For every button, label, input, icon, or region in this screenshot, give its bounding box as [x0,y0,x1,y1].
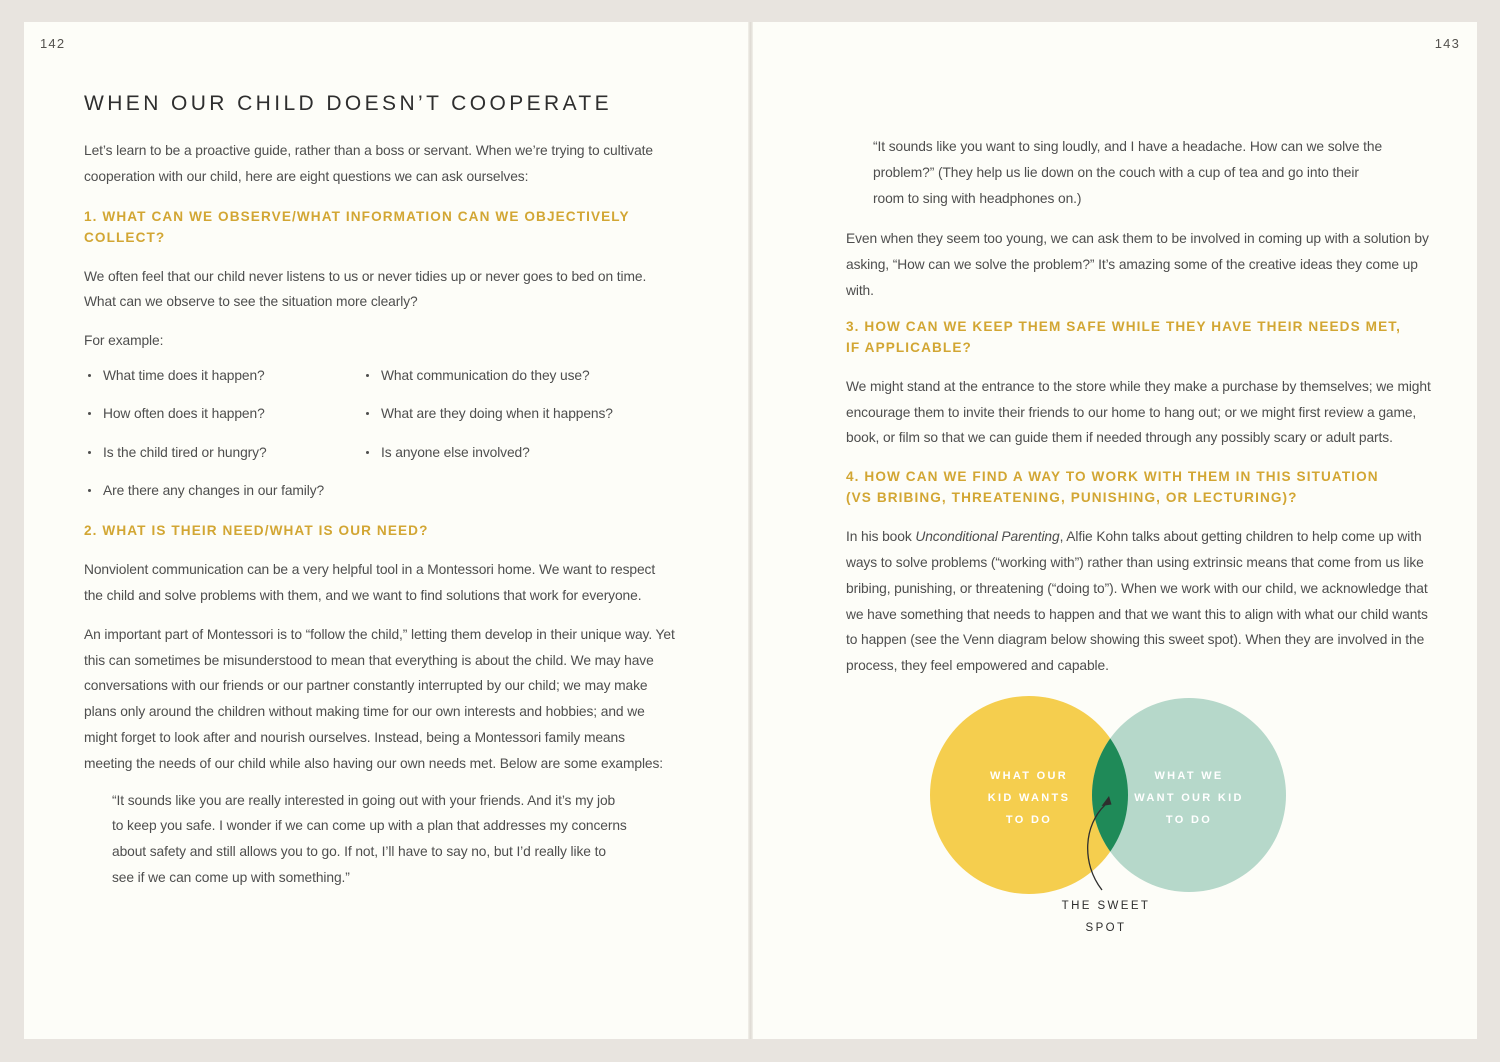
list-item [362,401,676,427]
venn-diagram [898,693,1318,945]
bullet-icon [88,412,91,415]
bullet-icon [366,412,369,415]
safe-paragraph: We might stand at the entrance to the store while they make a purchase by themselves; we might encourage them to invite their friends to our home to hang out; or we might first review a game, book, or film so that we can guide them if needed through any possibly scary or adult parts. [846,378,1431,446]
book-spread [24,22,1477,1039]
list-item [84,401,362,427]
need-paragraph-1: Nonviolent communication can be a very helpful tool in a Montessori home. We want to respect the child and solve problems with them, and we want to find solutions that work for everyone. [84,562,656,603]
venn-right-label-line: TO DO [1165,813,1213,826]
heading-line: 1. WHAT CAN WE OBSERVE/WHAT INFORMATION CAN WE OBJECTIVELY [84,208,630,224]
young-paragraph: Even when they seem too young, we can ask them to be involved in coming up with a solution by asking, “How can we solve the problem?” It’s amazing some of the creative ideas they come up with. [846,231,1429,298]
heading-line: 4. HOW CAN WE FIND A WAY TO WORK WITH THEM IN THIS SITUATION [846,469,1379,485]
heading-line: IF APPLICABLE? [846,339,972,355]
heading-need: 2. WHAT IS THEIR NEED/WHAT IS OUR NEED? [84,523,429,539]
right-page [753,22,1477,1039]
list-item [84,440,362,466]
heading-observe [84,206,676,248]
list-item [84,363,362,389]
list-item-text: What time does it happen? [103,367,265,383]
list-item-text: Are there any changes in our family? [103,482,325,498]
page-number-142: 142 [40,36,66,51]
left-page [24,22,748,1039]
list-item [362,363,676,389]
kohn-paragraph-end: , Alfie Kohn talks about getting children to help come up with ways to solve problems (“working with”) rather than using extrinsic means that come from us like bribing, punishing, or threatening (“doing to”). When we work with our child, we acknowledge that we have something that needs to happen and that we want this to align with what our child wants to happen (see the Venn diagram below showing this sweet spot). When they are involved in the process, they feel empowered and capable. [846,529,1428,674]
for-example-label: For example: [84,333,164,349]
book-title-reference: Unconditional Parenting [915,529,1060,545]
venn-left-label-line: TO DO [1005,813,1053,826]
example-quote-right: “It sounds like you want to sing loudly, and I have a headache. How can we solve the problem?” (They help us lie down on the couch with a cup of tea and go into their room to sing with headphones on.) [873,139,1383,206]
bullet-icon [88,451,91,454]
need-paragraph-2: An important part of Montessori is to “follow the child,” letting them develop in their unique way. Yet this can sometimes be misunderstood to mean that everything is about the child. We may have conversations with our friends or our partner constantly interrupted by our child; we may make plans only around the children without making time for our own interests and hobbies; and we might forget to look after and nourish ourselves. Instead, being a Montessori family means meeting the needs of our child while also having our own needs met. Below are some examples: [84,626,675,771]
list-item-text: How often does it happen? [103,406,265,422]
heading-safe [846,316,1438,358]
chapter-title: WHEN OUR CHILD DOESN’T COOPERATE [84,92,613,115]
heading-line: 3. HOW CAN WE KEEP THEM SAFE WHILE THEY HAVE THEIR NEEDS MET, [846,318,1402,334]
venn-left-label-line: WHAT OUR [989,769,1069,782]
page-number-143: 143 [1434,36,1460,51]
right-page-content [846,22,1438,950]
list-item-text: Is anyone else involved? [381,444,530,460]
list-item [84,478,362,504]
bullet-column-2 [362,363,676,516]
observe-paragraph: We often feel that our child never listens to us or never tidies up or never goes to bed on time. What can we observe to see the situation more clearly? [84,268,647,310]
bullet-column-1 [84,363,362,516]
kohn-paragraph-start: In his book [846,529,916,545]
kohn-paragraph [846,524,1438,679]
list-item-text: Is the child tired or hungry? [103,444,267,460]
observation-bullets [84,363,676,516]
bullet-icon [366,451,369,454]
list-item-text: What communication do they use? [381,367,590,383]
sweet-spot-label-line: THE SWEET [1061,899,1151,912]
venn-right-label-line: WHAT WE [1154,769,1224,782]
bullet-icon [88,374,91,377]
intro-paragraph: Let’s learn to be a proactive guide, rather than a boss or servant. When we’re trying to cultivate cooperation with our child, here are eight questions we can ask ourselves: [84,143,653,184]
left-page-content [84,22,676,904]
sweet-spot-label-line: SPOT [1085,921,1127,934]
list-item-text: What are they doing when it happens? [381,406,613,422]
heading-line: (VS BRIBING, THREATENING, PUNISHING, OR LECTURING)? [846,490,1298,506]
example-quote-left: “It sounds like you are really interested in going out with your friends. And it’s my job to keep you safe. I wonder if we can come up with a plan that addresses my concerns about safety and still allows you to go. If not, I’ll have to say no, but I’d really like to see if we can come up with something.” [112,792,627,885]
bullet-icon [366,374,369,377]
bullet-icon [88,489,91,492]
venn-left-label-line: KID WANTS [987,791,1071,804]
heading-line: COLLECT? [84,229,166,245]
list-item [362,440,676,466]
venn-right-label-line: WANT OUR KID [1134,791,1244,804]
venn-diagram-container [898,693,1438,950]
heading-work-with [846,466,1438,508]
